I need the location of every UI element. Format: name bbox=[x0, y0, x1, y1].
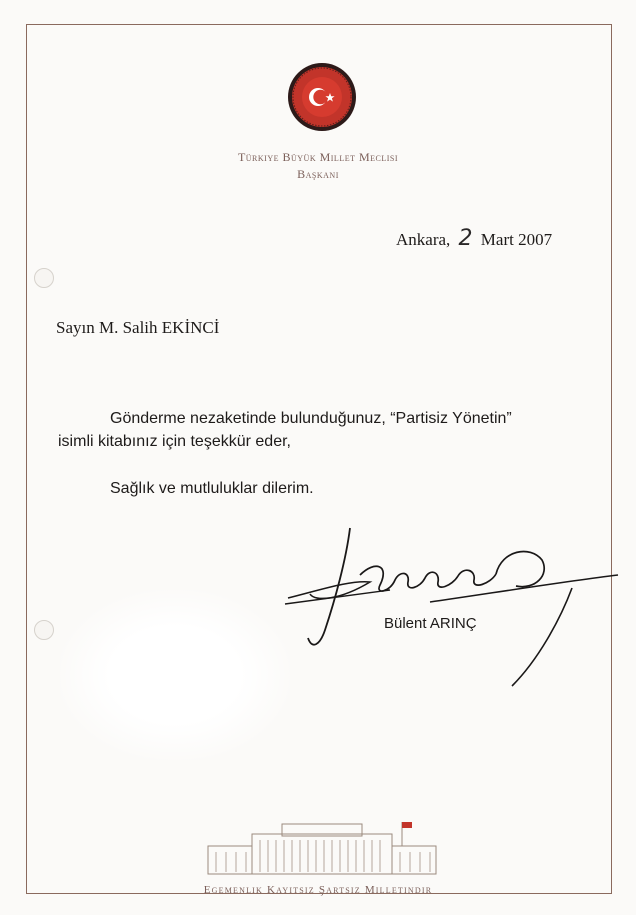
salutation: Sayın M. Salih EKİNCİ bbox=[56, 318, 220, 337]
date-month-year: Mart 2007 bbox=[480, 230, 553, 249]
punch-hole-top bbox=[34, 268, 54, 288]
date-day-handwritten: 2 bbox=[458, 226, 473, 251]
institution-name: Türkiye Büyük Millet Meclisi bbox=[237, 150, 399, 164]
punch-hole-bottom bbox=[34, 620, 54, 640]
body-paragraph-1 bbox=[58, 410, 598, 451]
parliament-seal-icon bbox=[287, 62, 357, 132]
date-city: Ankara, bbox=[396, 230, 451, 249]
footer-motto: Egemenlik Kayıtsız Şartsız Milletindir bbox=[203, 884, 433, 896]
handwritten-signature bbox=[280, 520, 620, 690]
body-line-1: Gönderme nezaketinde bulunduğunuz, “Partisiz Yönetin” bbox=[110, 410, 512, 427]
redacted-area bbox=[60, 590, 290, 760]
parliament-building-icon bbox=[206, 818, 438, 876]
institution-title: Başkanı bbox=[297, 167, 339, 181]
body-line-2: isimli kitabınız için teşekkür eder, bbox=[58, 433, 291, 450]
body-paragraph-2: Sağlık ve mutluluklar dilerim. bbox=[110, 480, 314, 497]
letter-date bbox=[396, 226, 552, 251]
signer-name: Bülent ARINÇ bbox=[384, 615, 477, 632]
